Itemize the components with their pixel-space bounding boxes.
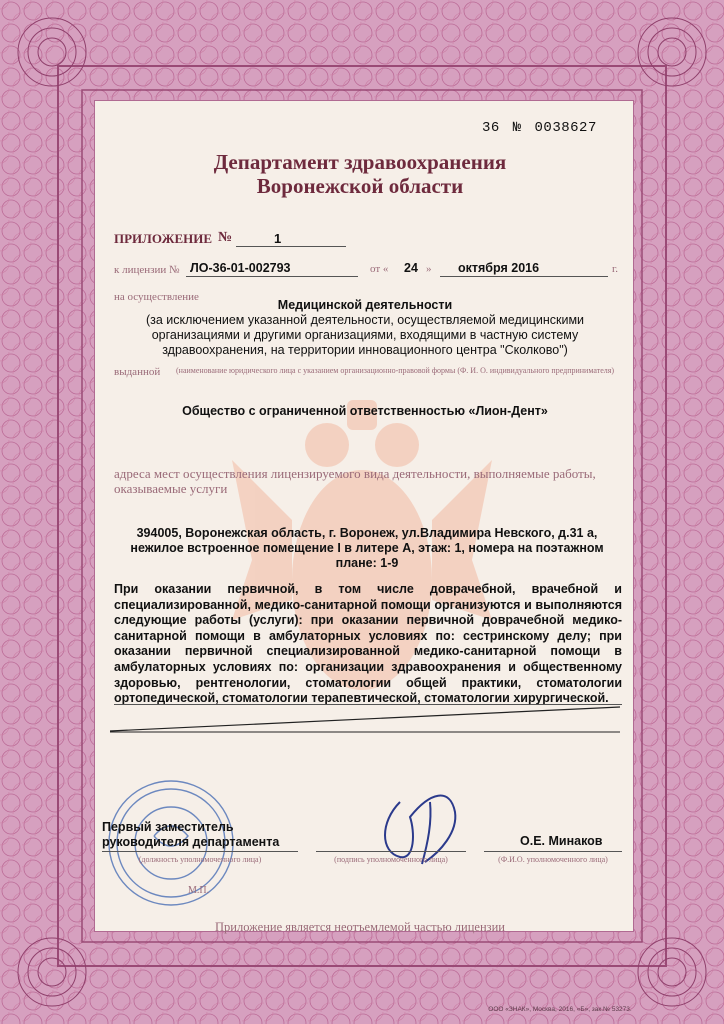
serial-number-sign: № <box>512 120 522 136</box>
serial-number <box>482 120 597 136</box>
activity-details: (за исключением указанной деятельности, осуществляемой медицинскими организациями и другими организациями, входящими в частную систему здравоохранения, на территории инновационного центра "Сколково") <box>145 313 585 357</box>
name-caption: (Ф.И.О. уполномоченного лица) <box>498 855 608 864</box>
serial-series: 36 <box>482 120 500 136</box>
name-line <box>484 851 622 852</box>
issuing-authority <box>150 150 570 198</box>
authority-line-2: Воронежской области <box>256 174 464 198</box>
authority-line-1: Департамент здравоохранения <box>213 150 507 174</box>
works-text: При оказании первичной, в том числе доврачебной, врачебной и специализированной, медико-санитарной помощи организуются и выполняются следующие работы (услуги): при оказании первичной доврачебной медико-санитарной помощи в амбулаторных условиях по: сестринскому делу; при оказании первичной специализированной медико-санитарной помощи в амбулаторных условиях по: организации здравоохранения и общественному здоровью, рентгенологии, стоматологии общей практики, стоматологии ортопедической, стоматологии терапевтической, стоматологии хирургической. <box>114 582 622 706</box>
stamp-place-label: М.П. <box>188 885 210 896</box>
license-date-from: от « <box>370 263 389 275</box>
license-prefix: к лицензии № <box>114 264 180 276</box>
position-line <box>102 851 298 852</box>
appendix-number: 1 <box>274 231 282 246</box>
signature-caption: (подпись уполномоченного лица) <box>334 855 448 864</box>
signer-position-line-1: Первый заместитель <box>102 820 234 834</box>
license-month-year: октября 2016 <box>458 261 540 275</box>
license-date-line <box>440 276 608 277</box>
organization-name: Общество с ограниченной ответственностью «Лион-Дент» <box>182 404 548 418</box>
license-number: ЛО-36-01-002793 <box>190 261 291 275</box>
signer-position-line-2: руководителя департамента <box>102 835 280 849</box>
z-strike-line <box>100 705 630 735</box>
signer-name: О.Е. Минаков <box>520 834 603 848</box>
signer-position <box>102 820 279 850</box>
appendix-label: ПРИЛОЖЕНИЕ <box>114 231 213 246</box>
serial-value: 0038627 <box>534 120 597 136</box>
activity-label: на осуществление <box>114 291 199 303</box>
position-caption: (должность уполномоченного лица) <box>138 855 262 864</box>
appendix-number-sign: № <box>218 230 233 245</box>
address-text: 394005, Воронежская область, г. Воронеж, ул.Владимира Невского, д.31 а, нежилое встроенное помещение I в литере А, этаж: 1, номера на поэтажном плане: 1-9 <box>130 526 604 570</box>
license-day: 24 <box>404 261 418 275</box>
appendix-footer-note: Приложение является неотъемлемой частью лицензии <box>215 920 505 934</box>
license-date-close-quote: » <box>426 263 432 275</box>
activity-title: Медицинской деятельности <box>277 298 453 312</box>
issued-label: выданной <box>114 366 161 378</box>
license-number-line <box>186 276 358 277</box>
signature-line <box>316 851 466 852</box>
appendix-number-line <box>236 246 346 247</box>
addresses-label: адреса мест осуществления лицензируемого вида деятельности, выполняемые работы, оказываемые услуги <box>114 466 596 496</box>
license-year-suffix: г. <box>612 263 619 275</box>
printer-imprint: ООО «ЗНАК», Москва, 2016, «Б», зак.№ 53273. <box>488 1006 632 1013</box>
issued-note: (наименование юридического лица с указанием организационно-правовой формы (Ф. И. О. индивидуального предпринимателя) <box>176 366 615 375</box>
